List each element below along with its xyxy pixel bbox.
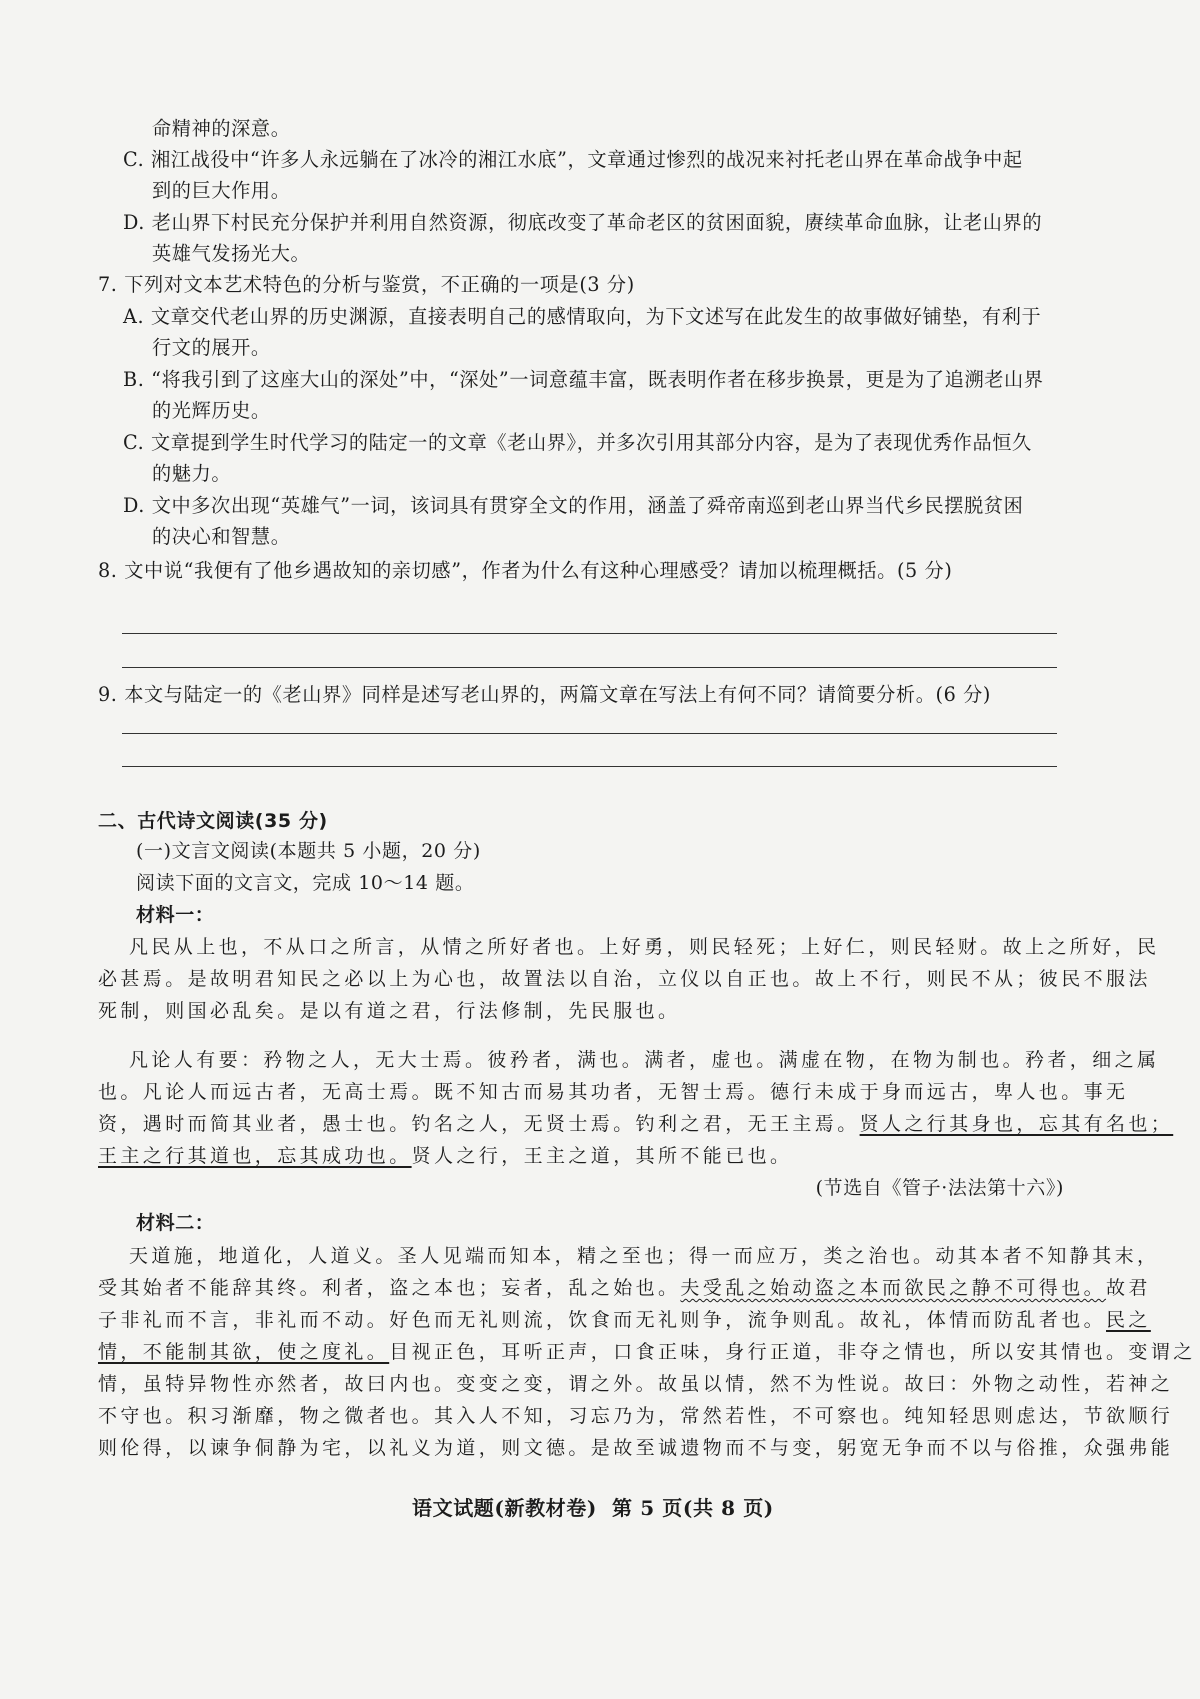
q7-option-a-line2: 行文的展开。 [152,336,271,359]
material-1-source: (节选自《管子·法法第十六》) [815,1177,1064,1199]
page-footer: 语文试题(新教材卷) 第 5 页(共 8 页) [412,1496,774,1520]
wavy-underlined-sentence: 夫受乱之始动盗之本而欲民之静不可得也。 [680,1277,1107,1299]
material-1-p2-line4 [98,1141,792,1168]
underlined-sentence-2b: 情，不能制其欲，使之度礼。 [98,1341,390,1363]
underlined-sentence-2a: 民之 [1106,1309,1151,1331]
material-2-line7: 则伦得，以谏争侗静为宅，以礼义为道，则文德。是故至诚遗物而不与变，躬宽无争而不以与俗推，众强弗能 [98,1437,1174,1459]
material-2-label: 材料二： [136,1212,215,1234]
q7-option-c-line1: C. 文章提到学生时代学习的陆定一的文章《老山界》，并多次引用其部分内容，是为了表现优秀作品恒久 [123,431,1032,454]
q7-option-b-line2: 的光辉历史。 [152,399,271,422]
q6-option-c-line1: C. 湘江战役中“许多人永远躺在了冰冷的湘江水底”，文章通过惨烈的战况来衬托老山界在革命战争中起 [123,148,1023,171]
reading-instruction: 阅读下面的文言文，完成 10～14 题。 [136,872,475,894]
material-1-p2-line3 [98,1109,1173,1136]
material-1-p2-line4-text: 贤人之行，王主之道，其所不能已也。 [411,1145,793,1167]
material-1-p1-line1: 凡民从上也，不从口之所言，从情之所好者也。上好勇，则民轻死；上好仁，则民轻财。故上之所好，民 [129,936,1160,958]
material-1-p2-line2: 也。凡论人而远古者，无高士焉。既不知古而易其功者，无智士焉。德行未成于身而远古，卑人也。事无 [98,1081,1129,1103]
q8-stem: 8. 文中说“我便有了他乡遇故知的亲切感”，作者为什么有这种心理感受？请加以梳理概括。(5 分) [98,559,953,582]
material-2-line3-text: 子非礼而不言，非礼而不动。好色而无礼则流，饮食而无礼则争，流争则乱。故礼，体情而防乱者也。 [98,1309,1107,1331]
q9-stem: 9. 本文与陆定一的《老山界》同样是述写老山界的，两篇文章在写法上有何不同？请简要分析。(6 分) [98,683,991,706]
material-1-p1-line3: 死制，则国必乱矣。是以有道之君，行法修制，先民服也。 [98,1000,681,1022]
q7-stem: 7. 下列对文本艺术特色的分析与鉴赏，不正确的一项是(3 分) [98,273,635,296]
material-2-line2 [98,1273,1151,1300]
q7-option-c-line2: 的魅力。 [152,462,232,485]
q7-option-d-line1: D. 文中多次出现“英雄气”一词，该词具有贯穿全文的作用，涵盖了舜帝南巡到老山界当代乡民摆脱贫困 [123,494,1024,517]
q6-option-d-line2: 英雄气发扬光大。 [152,242,311,265]
material-1-p2-line3-text: 资，遇时而简其业者，愚士也。钓名之人，无贤士焉。钓利之君，无王主焉。 [98,1113,860,1135]
q6-option-b-tail: 命精神的深意。 [152,117,291,140]
material-2-line1: 天道施，地道化，人道义。圣人见端而知本，精之至也；得一而应万，类之治也。动其本者不知静其末， [129,1245,1160,1267]
material-2-line4-text: 目视正色，耳听正声，口食正味，身行正道，非夺之情也，所以安其情也。变谓之 [389,1341,1196,1363]
material-2-line4 [98,1337,1196,1364]
material-2-line5: 情，虽特异物性亦然者，故曰内也。变变之变，谓之外。故虽以情，然不为性说。故曰：外物之动性，若神之 [98,1373,1174,1395]
q9-answer-line-2[interactable] [122,766,1057,767]
material-2-line3 [98,1305,1151,1332]
q6-option-d-line1: D. 老山界下村民充分保护并利用自然资源，彻底改变了革命老区的贫困面貌，赓续革命血脉，让老山界的 [123,211,1043,234]
underlined-sentence-1b: 王主之行其道也，忘其成功也。 [98,1145,412,1167]
q9-answer-line-1[interactable] [122,733,1057,734]
material-2-line2-text-a: 受其始者不能辞其终。利者，盗之本也；妄者，乱之始也。 [98,1277,681,1299]
material-1-p1-line2: 必甚焉。是故明君知民之必以上为心也，故置法以自治，立仪以自正也。故上不行，则民不从；彼民不服法 [98,968,1151,990]
material-1-p2-line1: 凡论人有要：矜物之人，无大士焉。彼矜者，满也。满者，虚也。满虚在物，在物为制也。矜者，细之属 [129,1049,1160,1071]
q7-option-a-line1: A. 文章交代老山界的历史渊源，直接表明自己的感情取向，为下文述写在此发生的故事做好铺垫，有利于 [123,305,1042,328]
material-2-line2-text-b: 故君 [1106,1277,1151,1299]
q8-answer-line-2[interactable] [122,667,1057,668]
subsection-title: (一)文言文阅读(本题共 5 小题，20 分) [136,840,481,862]
q6-option-c-line2: 到的巨大作用。 [152,179,291,202]
material-2-line6: 不守也。积习渐靡，物之微者也。其入人不知，习忘乃为，常然若性，不可察也。纯知轻思则虑达，节欲顺行 [98,1405,1174,1427]
q8-answer-line-1[interactable] [122,633,1057,634]
material-1-label: 材料一： [136,904,215,926]
q7-option-b-line1: B. “将我引到了这座大山的深处”中，“深处”一词意蕴丰富，既表明作者在移步换景，更是为了追溯老山界 [123,368,1044,391]
q7-option-d-line2: 的决心和智慧。 [152,525,291,548]
underlined-sentence-1a: 贤人之行其身也，忘其有名也； [859,1113,1174,1135]
section-title: 二、古代诗文阅读(35 分) [98,810,328,832]
